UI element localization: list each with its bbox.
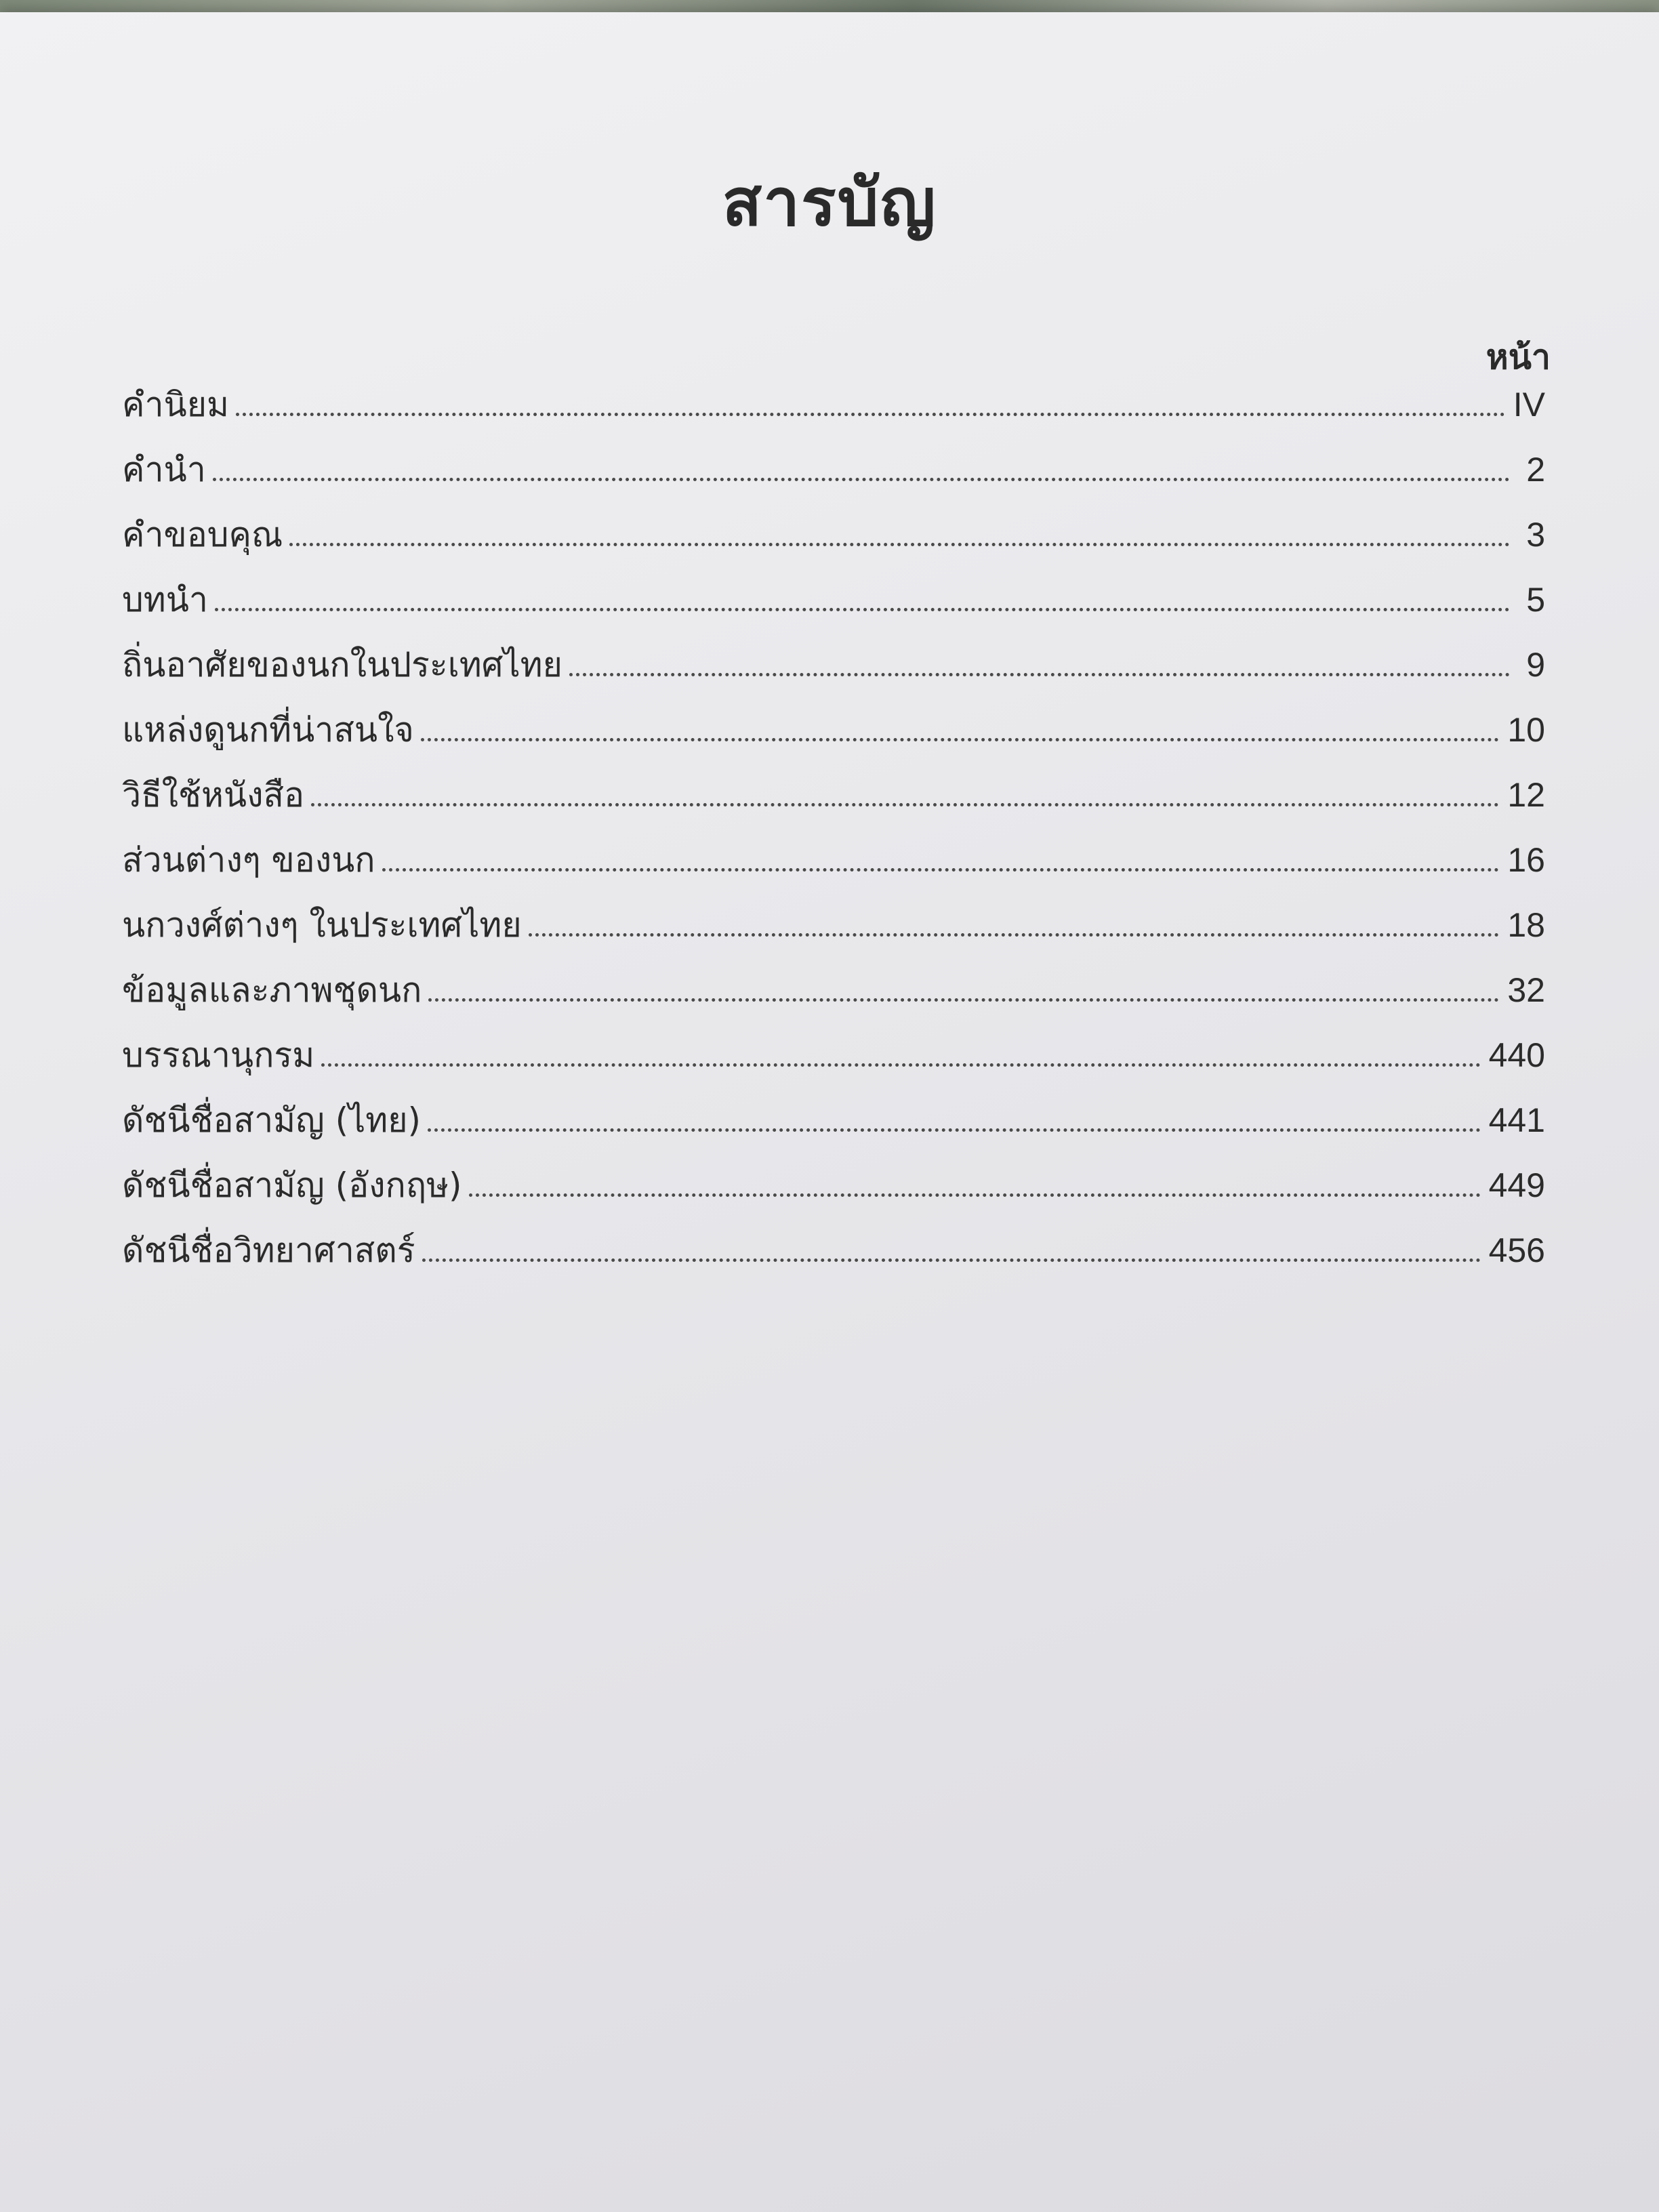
toc-entry-page: 449 — [1488, 1166, 1545, 1204]
toc-entry — [122, 1159, 1545, 1224]
dot-leader — [421, 738, 1500, 741]
toc-entry-page: 3 — [1526, 516, 1545, 554]
toc-entry — [122, 508, 1545, 573]
page-title: สารบัญ — [722, 165, 937, 241]
toc-entry-page: 9 — [1526, 646, 1545, 684]
toc-entry-label: ข้อมูลและภาพชุดนก — [122, 970, 422, 1010]
toc-entry — [122, 769, 1545, 834]
dot-leader — [569, 673, 1510, 676]
toc-entry-page: 18 — [1507, 906, 1545, 944]
toc-entry — [122, 964, 1545, 1029]
dot-leader — [215, 608, 1510, 611]
dot-leader — [529, 933, 1500, 937]
book-page — [0, 12, 1659, 2212]
toc-entry-label: คำนิยม — [122, 385, 229, 424]
toc-entry-page: IV — [1513, 386, 1545, 424]
toc-entry-page: 12 — [1507, 776, 1545, 814]
toc-entry — [122, 1029, 1545, 1094]
dot-leader — [428, 998, 1499, 1002]
dot-leader — [422, 1258, 1481, 1262]
toc-entry — [122, 443, 1545, 508]
toc-entry-label: วิธีใช้หนังสือ — [122, 775, 305, 815]
toc-entry-label: นกวงศ์ต่างๆ ในประเทศไทย — [122, 905, 522, 945]
toc-entry — [122, 638, 1545, 703]
dot-leader — [213, 478, 1510, 481]
toc-entry-label: แหล่งดูนกที่น่าสนใจ — [122, 710, 414, 750]
toc-entry-page: 10 — [1507, 711, 1545, 749]
toc-entry-label: คำนำ — [122, 450, 206, 489]
toc-entry — [122, 703, 1545, 769]
toc-entry-label: บทนำ — [122, 580, 208, 619]
dot-leader — [311, 803, 1499, 806]
dot-leader — [382, 868, 1500, 872]
toc-entry-label: ดัชนีชื่อสามัญ (ไทย) — [122, 1101, 422, 1140]
toc-entry-label: ส่วนต่างๆ ของนก — [122, 840, 375, 880]
toc-entry — [122, 834, 1545, 899]
toc-entry — [122, 899, 1545, 964]
dot-leader — [236, 413, 1505, 416]
dot-leader — [321, 1063, 1480, 1067]
toc-entry-page: 16 — [1507, 841, 1545, 879]
toc-entry-label: คำขอบคุณ — [122, 515, 283, 554]
toc-entry-page: 32 — [1507, 971, 1545, 1009]
toc-entry-page: 441 — [1488, 1101, 1545, 1139]
toc-entry-label: ถิ่นอาศัยของนกในประเทศไทย — [122, 645, 562, 684]
page-number-column-header: หน้า — [1486, 337, 1551, 377]
toc-entry — [122, 573, 1545, 638]
dot-leader — [289, 543, 1510, 546]
toc-entry — [122, 378, 1545, 443]
dot-leader — [469, 1193, 1481, 1197]
toc-entry — [122, 1094, 1545, 1159]
toc-list — [122, 378, 1545, 1289]
toc-entry-page: 456 — [1488, 1231, 1545, 1269]
toc-entry-label: ดัชนีชื่อสามัญ (อังกฤษ) — [122, 1166, 462, 1205]
toc-entry-page: 5 — [1526, 581, 1545, 619]
dot-leader — [428, 1128, 1481, 1132]
toc-entry-page: 440 — [1488, 1036, 1545, 1074]
toc-entry-page: 2 — [1526, 451, 1545, 489]
toc-entry-label: บรรณานุกรม — [122, 1036, 315, 1075]
toc-entry — [122, 1224, 1545, 1289]
toc-entry-label: ดัชนีชื่อวิทยาศาสตร์ — [122, 1231, 415, 1270]
